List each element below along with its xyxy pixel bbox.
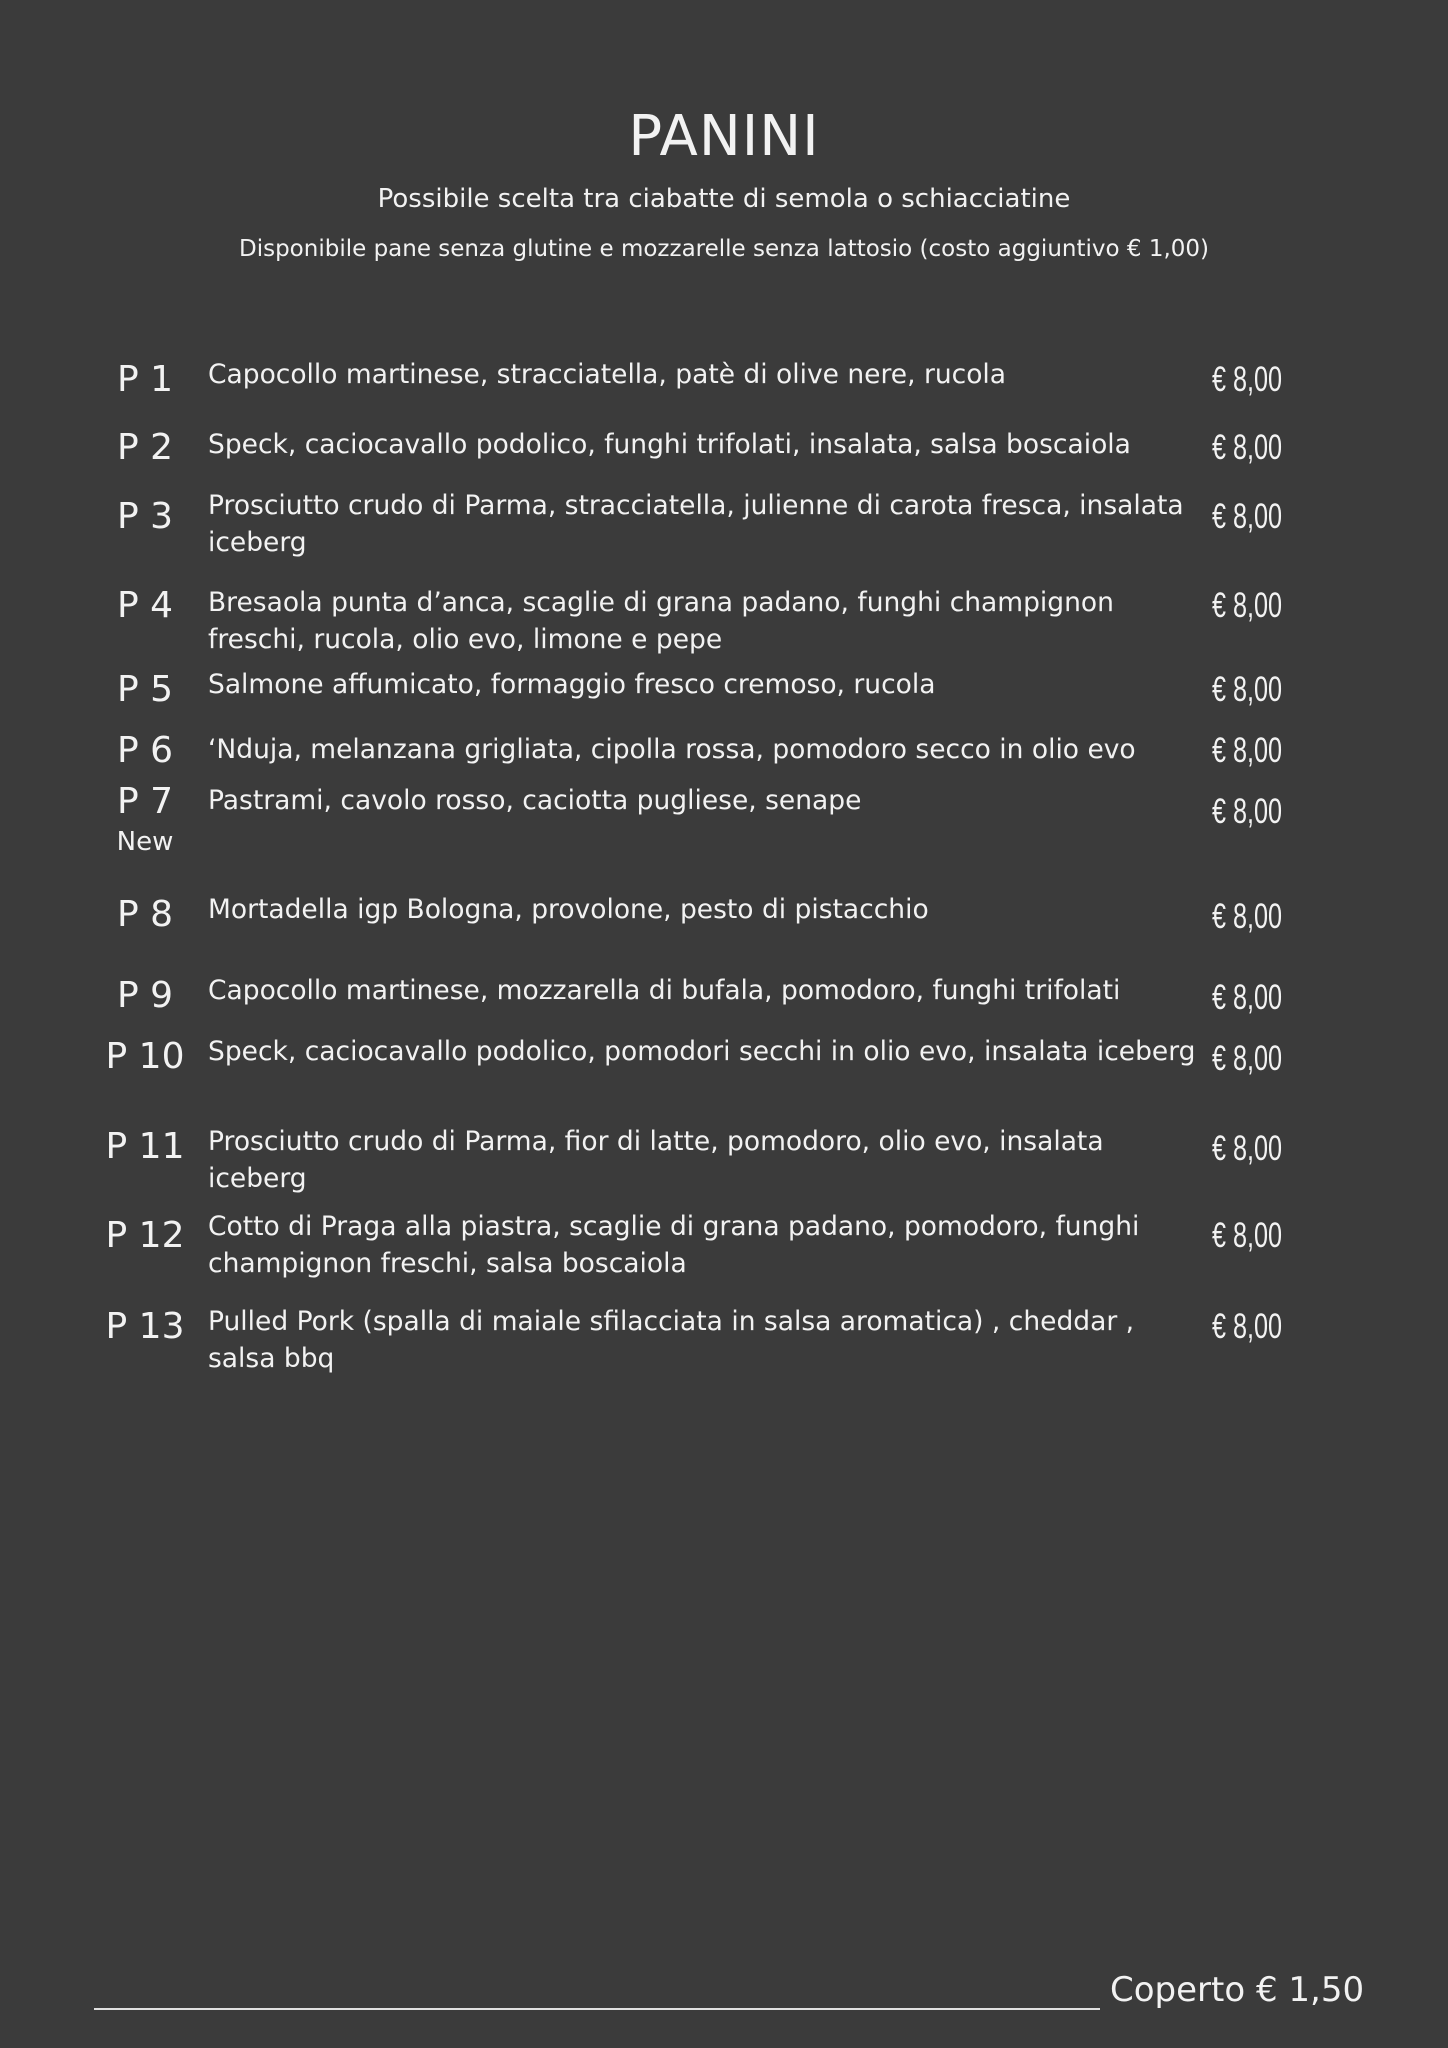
item-code-text: P 7 xyxy=(116,781,174,822)
item-description: Speck, caciocavallo podolico, pomodori secchi in olio evo, insalata iceberg xyxy=(208,1036,1196,1067)
item-price: € 8,00 xyxy=(1212,360,1283,399)
item-code: P 4 xyxy=(116,585,174,626)
item-price: € 8,00 xyxy=(1212,1039,1283,1078)
item-description: Pulled Pork (spalla di maiale sfilacciata in salsa aromatica) , cheddar , salsa bbq xyxy=(208,1306,1135,1374)
item-description: Mortadella igp Bologna, provolone, pesto di pistacchio xyxy=(208,894,929,925)
item-price: € 8,00 xyxy=(1212,428,1283,467)
item-price: € 8,00 xyxy=(1212,792,1283,831)
item-code: P 11 xyxy=(105,1126,185,1167)
menu-header xyxy=(0,102,1448,264)
item-description: Pastrami, cavolo rosso, caciotta pugliese, senape xyxy=(208,785,862,816)
new-badge: New xyxy=(116,827,174,857)
item-description: Salmone affumicato, formaggio fresco cremoso, rucola xyxy=(208,669,936,700)
gluten-free-note: Disponibile pane senza glutine e mozzarelle senza lattosio (costo aggiuntivo € 1,00) xyxy=(239,236,1209,262)
coperto-charge: Coperto € 1,50 xyxy=(1110,1970,1365,2010)
item-code: P 6 xyxy=(116,730,174,771)
item-code: P 13 xyxy=(105,1306,185,1347)
item-price: € 8,00 xyxy=(1212,731,1283,770)
item-description: ‘Nduja, melanzana grigliata, cipolla rossa, pomodoro secco in olio evo xyxy=(208,734,1136,765)
item-description: Prosciutto crudo di Parma, stracciatella, julienne di carota fresca, insalata iceberg xyxy=(208,490,1184,558)
item-code: P 10 xyxy=(105,1036,185,1077)
item-code: P 9 xyxy=(116,975,174,1016)
item-description: Capocollo martinese, stracciatella, patè di olive nere, rucola xyxy=(208,359,1007,390)
bread-choice-subtitle: Possibile scelta tra ciabatte di semola o schiacciatine xyxy=(377,184,1071,214)
item-description: Cotto di Praga alla piastra, scaglie di grana padano, pomodoro, funghi champignon freschi, salsa boscaiola xyxy=(208,1211,1140,1279)
item-price: € 8,00 xyxy=(1212,497,1283,536)
item-code: P 5 xyxy=(116,669,174,710)
item-code: P 12 xyxy=(105,1215,185,1256)
item-price: € 8,00 xyxy=(1212,1307,1283,1346)
item-code: P 3 xyxy=(116,496,174,537)
item-code xyxy=(100,780,190,858)
item-description: Prosciutto crudo di Parma, fior di latte, pomodoro, olio evo, insalata iceberg xyxy=(208,1126,1104,1194)
item-description: Speck, caciocavallo podolico, funghi trifolati, insalata, salsa boscaiola xyxy=(208,429,1131,460)
item-description: Capocollo martinese, mozzarella di bufala, pomodoro, funghi trifolati xyxy=(208,975,1121,1006)
item-code: P 8 xyxy=(116,894,174,935)
item-code: P 1 xyxy=(116,359,174,400)
menu-footer xyxy=(94,1965,1365,2015)
page-title: PANINI xyxy=(628,104,820,169)
item-price: € 8,00 xyxy=(1212,670,1283,709)
item-price: € 8,00 xyxy=(1212,897,1283,936)
item-price: € 8,00 xyxy=(1212,1216,1283,1255)
item-description: Bresaola punta d’anca, scaglie di grana padano, funghi champignon freschi, rucola, olio evo, limone e pepe xyxy=(208,587,1114,655)
item-price: € 8,00 xyxy=(1212,1129,1283,1168)
item-code: P 2 xyxy=(116,427,174,468)
footer-divider xyxy=(94,2008,1100,2010)
item-price: € 8,00 xyxy=(1212,978,1283,1017)
item-price: € 8,00 xyxy=(1212,586,1283,625)
